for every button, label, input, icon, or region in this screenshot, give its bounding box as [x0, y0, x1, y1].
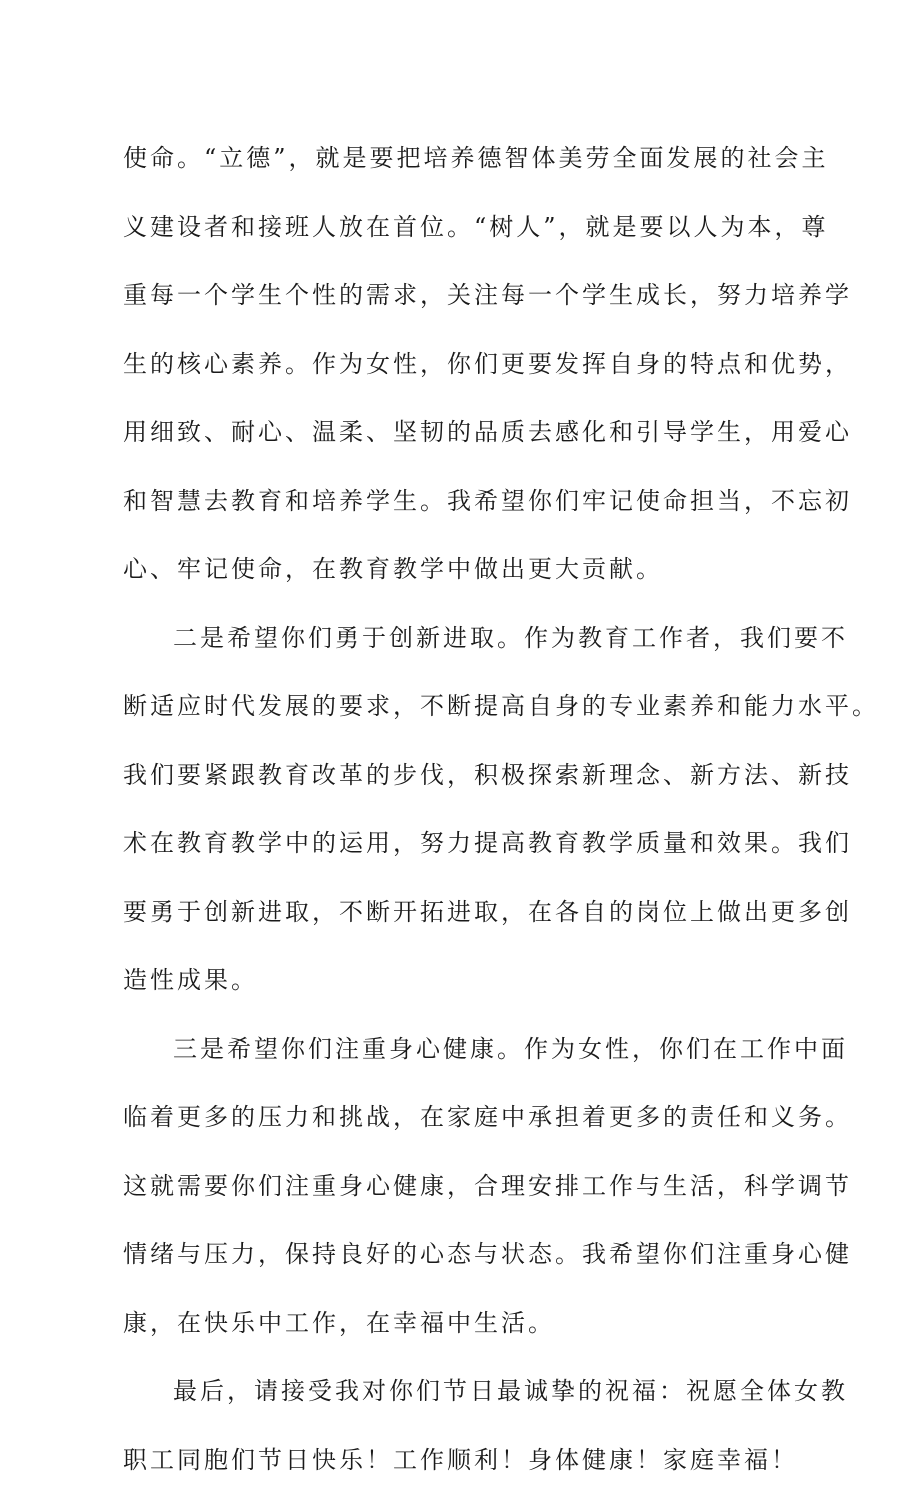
text-line: 重每一个学生个性的需求，关注每一个学生成长，努力培养学: [123, 281, 852, 309]
text-line: 临着更多的压力和挑战，在家庭中承担着更多的责任和义务。: [123, 1103, 852, 1131]
paragraph-first-line: 最后，请接受我对你们节日最诚挚的祝福：祝愿全体女教: [173, 1377, 848, 1405]
text-line: 用细致、耐心、温柔、坚韧的品质去感化和引导学生，用爱心: [123, 418, 852, 446]
text-line: 情绪与压力，保持良好的心态与状态。我希望你们注重身心健: [123, 1240, 852, 1268]
text-line: 生的核心素养。作为女性，你们更要发挥自身的特点和优势，: [123, 349, 852, 378]
text-line: 我们要紧跟教育改革的步伐，积极探索新理念、新方法、新技: [123, 760, 852, 789]
text-line: 康，在快乐中工作，在幸福中生活。: [123, 1308, 555, 1337]
paragraph-first-line: 三是希望你们注重身心健康。作为女性，你们在工作中面: [173, 1034, 848, 1063]
text-line: 心、牢记使命，在教育教学中做出更大贡献。: [123, 555, 663, 583]
text-line: 义建设者和接班人放在首位。“树人”，就是要以人为本，尊: [123, 212, 829, 241]
paragraph-first-line: 二是希望你们勇于创新进取。作为教育工作者，我们要不: [173, 623, 848, 652]
text-line: 这就需要你们注重身心健康，合理安排工作与生活，科学调节: [123, 1171, 852, 1200]
text-line: 术在教育教学中的运用，努力提高教育教学质量和效果。我们: [123, 829, 852, 857]
text-line: 使命。“立德”，就是要把培养德智体美劳全面发展的社会主: [123, 144, 829, 172]
text-line: 和智慧去教育和培养学生。我希望你们牢记使命担当，不忘初: [123, 486, 852, 515]
text-line: 职工同胞们节日快乐！工作顺利！身体健康！家庭幸福！: [123, 1445, 798, 1474]
text-line: 要勇于创新进取，不断开拓进取，在各自的岗位上做出更多创: [123, 897, 852, 926]
text-line: 造性成果。: [123, 966, 258, 994]
text-line: 断适应时代发展的要求，不断提高自身的专业素养和能力水平。: [123, 692, 879, 720]
document-body: [123, 140, 879, 1510]
